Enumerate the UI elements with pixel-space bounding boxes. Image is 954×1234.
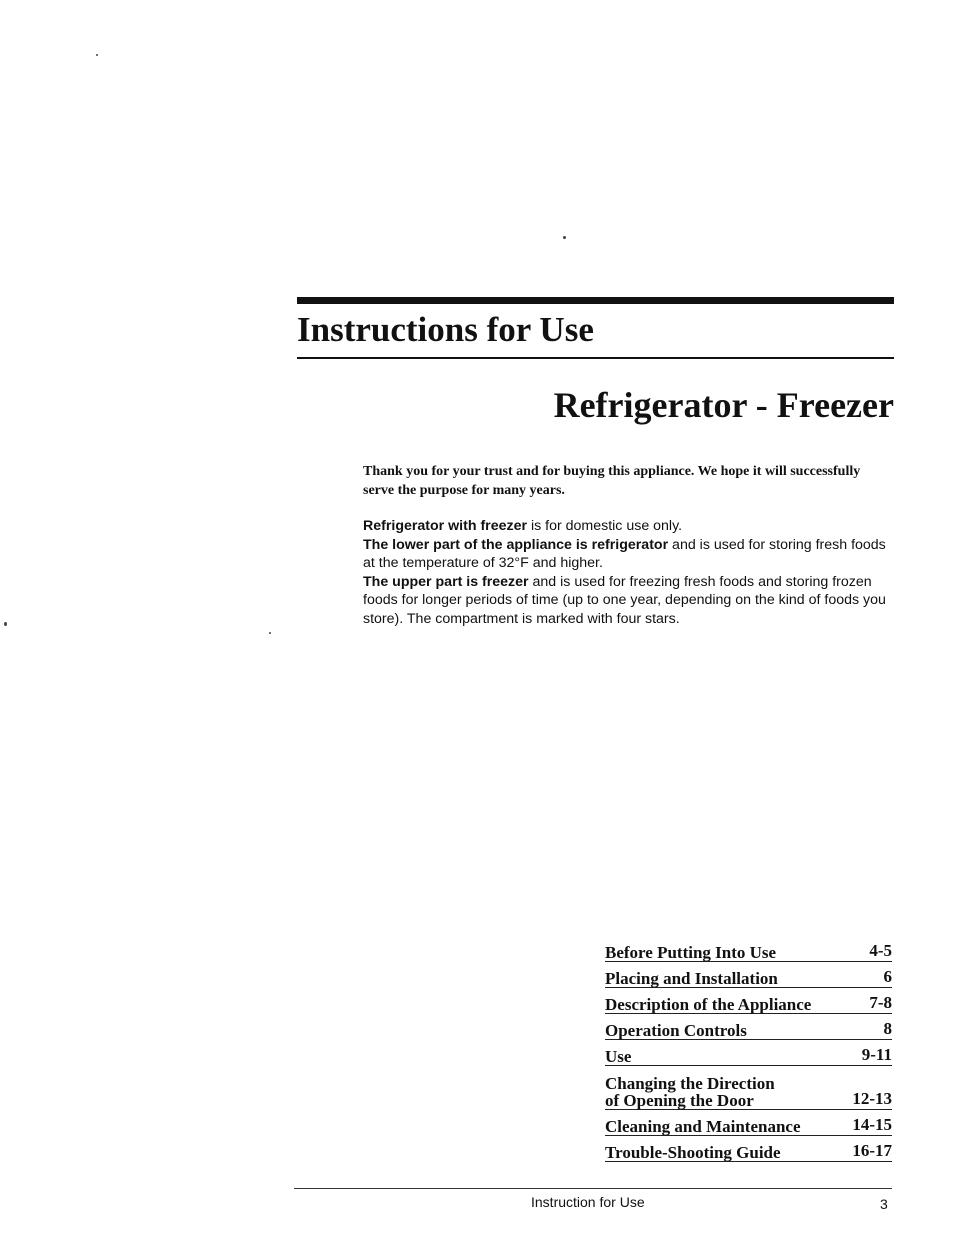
toc-page: 14-15 [852,1115,892,1134]
toc-page: 6 [883,967,892,986]
header-rule-thin [297,357,894,359]
toc-page: 16-17 [852,1141,892,1160]
toc-label: Operation Controls [605,1021,747,1040]
toc-label: Use [605,1047,632,1066]
toc-page: 7-8 [869,993,892,1012]
toc-row [605,1041,892,1066]
page-subtitle: Refrigerator - Freezer [553,385,894,425]
toc-row [605,1137,892,1162]
footer-title: Instruction for Use [531,1194,645,1210]
toc-row [605,1111,892,1136]
footer-rule [294,1188,892,1189]
header-rule-thick [297,297,894,304]
scan-speck [96,54,98,56]
intro-bold-2: The lower part of the appliance is refrigerator [363,536,669,553]
thank-you-paragraph: Thank you for your trust and for buying this appliance. We hope it will successfully serve the purpose for many years. [363,464,861,498]
toc-page: 12-13 [852,1089,892,1108]
toc-page: 9-11 [861,1045,892,1064]
scan-speck [269,632,271,634]
toc-label: Placing and Installation [605,969,778,988]
toc-page: 8 [883,1019,892,1038]
intro-text-3: and is used for freezing fresh foods and storing frozen foods for longer periods of time (up to one year, depending on the kind of foods you store). The compartment is marked with four stars. [363,573,886,627]
scan-speck [563,236,566,239]
toc-page: 4-5 [869,941,892,960]
intro-paragraph-3 [363,573,893,629]
toc-label: Cleaning and Maintenance [605,1117,801,1136]
intro-bold-1: Refrigerator with freezer [363,518,527,534]
toc-row [605,989,892,1014]
intro-paragraph-2 [363,536,893,573]
scan-speck [4,622,7,626]
toc-row [605,1067,892,1110]
toc-row [605,963,892,988]
page-number: 3 [880,1196,888,1212]
intro-text-1: is for domestic use only. [527,518,683,534]
intro-bold-3: The upper part is freezer [363,573,529,590]
toc-label: Before Putting Into Use [605,943,777,962]
page-title: Instructions for Use [297,310,594,349]
intro-text-2: and is used for storing fresh foods at the temperature of 32°F and higher. [363,536,886,571]
toc-label: Changing the Direction of Opening the Door [605,1074,775,1110]
toc-label: Description of the Appliance [605,995,812,1014]
table-of-contents [605,937,892,1163]
toc-row [605,1015,892,1040]
toc-label: Trouble-Shooting Guide [605,1143,781,1162]
intro-paragraph-1 [363,517,893,536]
toc-row [605,937,892,962]
intro-body [363,517,893,628]
